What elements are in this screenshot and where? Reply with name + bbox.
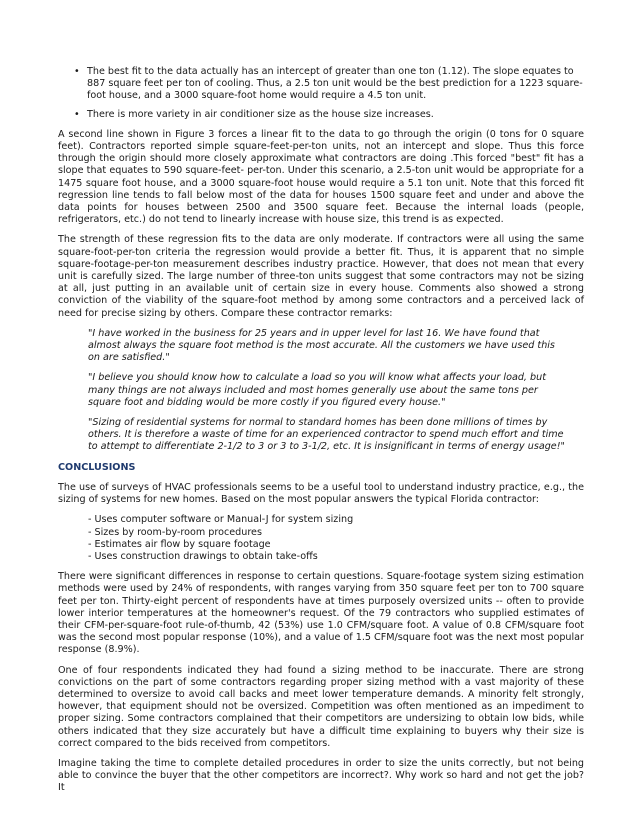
bullet-item: • There is more variety in air conditioner size as the house size increases. <box>87 109 584 121</box>
conclusions-heading: CONCLUSIONS <box>58 461 136 473</box>
paragraph-inaccuracy: One of four respondents indicated they had found a sizing method to be inaccurate. There are strong convictions on the part of some contractors regarding proper sizing method with a vast majority of these determined to oversize to avoid call backs and meet lower temperature demands. A minority felt strongly, however, that equipment should not be oversized. Competition was often mentioned as an impediment to proper sizing. Some contractors complained that their competitors are undersizing to obtain low bids, while others indicated that they size accurately but have a difficult time explaining to buyers why their size is correct compared to the bids received from competitors. <box>58 664 584 749</box>
bullet-item: • The best fit to the data actually has an intercept of greater than one ton (1.12). The slope equates to 887 square feet per ton of cooling. Thus, a 2.5 ton unit would be the best prediction for a 1223 square-foot house, and a 3000 square-foot home would require a 4.5 ton unit. <box>87 66 584 103</box>
list-item: - Uses computer software or Manual-J for system sizing <box>88 514 354 526</box>
paragraph-regression-strength: The strength of these regression fits to the data are only moderate. If contractors were all using the same square-foot-per-ton criteria the regression would provide a better fit. Thus, it is apparent that no simple square-footage-per-ton measurement describes industry practice. However, that does not mean that every unit is carefully sized. The large number of three-ton units suggest that some contractors may not be sizing at all, just putting in an available unit of certain size in every house. Comments also showed a strong conviction of the viability of the square-foot method by among some contractors and a perceived lack of need for precise sizing by others. Compare these contractor remarks: <box>58 234 584 319</box>
list-item: - Uses construction drawings to obtain take-offs <box>88 550 318 562</box>
contractor-quote: "I have worked in the business for 25 years and in upper level for last 16. We have found that almost always the square foot method is the most accurate. All the customers we have used this on are satisfied." <box>88 327 555 364</box>
contractor-practice-list <box>88 514 584 563</box>
contractor-quote: "Sizing of residential systems for normal to standard homes has been done millions of times by others. It is therefore a waste of time for an experienced contractor to spend much effort and time to attempt to differentiate 2-1/2 to 3 or 3 to 3-1/2, etc. It is insignificant in terms of energy usage!" <box>88 417 565 453</box>
paragraph-imagine: Imagine taking the time to complete detailed procedures in order to size the units correctly, but not being able to convince the buyer that the other competitors are incorrect?. Why work so hard and not get the job? It <box>58 757 584 794</box>
list-item: - Sizes by room-by-room procedures <box>88 526 262 538</box>
contractor-quote: "I believe you should know how to calculate a load so you will know what affects your load, but many things are not always included and most homes generally use about the same tons per square foot and bidding would be more costly if you figured every house." <box>88 372 546 408</box>
paragraph-survey-use: The use of surveys of HVAC professionals seems to be a useful tool to understand industry practice, e.g., the sizing of systems for new homes. Based on the most popular answers the typical Florida contractor: <box>58 481 584 506</box>
paragraph-differences: There were significant differences in response to certain questions. Square-footage system sizing estimation methods were used by 24% of respondents, with ranges varying from 350 square feet per ton to 700 square feet per ton. Thirty-eight percent of respondents have at times purposely oversized units -- often to provide lower interior temperatures at the homeowner's request. Of the 79 contractors who supplied estimates of their CFM-per-square-foot rule-of-thumb, 42 (53%) use 1.0 CFM/square foot. A value of 0.8 CFM/square foot was the second most popular response (10%), and a value of 1.5 CFM/square foot was the next most popular response (8.9%). <box>58 571 584 656</box>
list-item: - Estimates air flow by square footage <box>88 538 271 550</box>
findings-bullet-list <box>58 66 584 121</box>
page-content <box>58 66 584 803</box>
paragraph-forced-fit: A second line shown in Figure 3 forces a linear fit to the data to go through the origin (0 tons for 0 square feet). Contractors reported simple square-feet-per-ton units, not an intercept and slope. Thus this force through the origin should more closely approximate what contractors are doing .This forced "best" fit has a slope that equates to 590 square-feet- per-ton. Under this scenario, a 2.5-ton unit would be appropriate for a 1475 square foot house, and a 3000 square-foot house would require a 5.1 ton unit. Note that this forced fit regression line tends to fall below most of the data for houses 1500 square feet and under and above the data points for houses between 2500 and 3500 square feet. Because the internal loads (people, refrigerators, etc.) do not tend to linearly increase with house size, this trend is as expected. <box>58 128 584 226</box>
